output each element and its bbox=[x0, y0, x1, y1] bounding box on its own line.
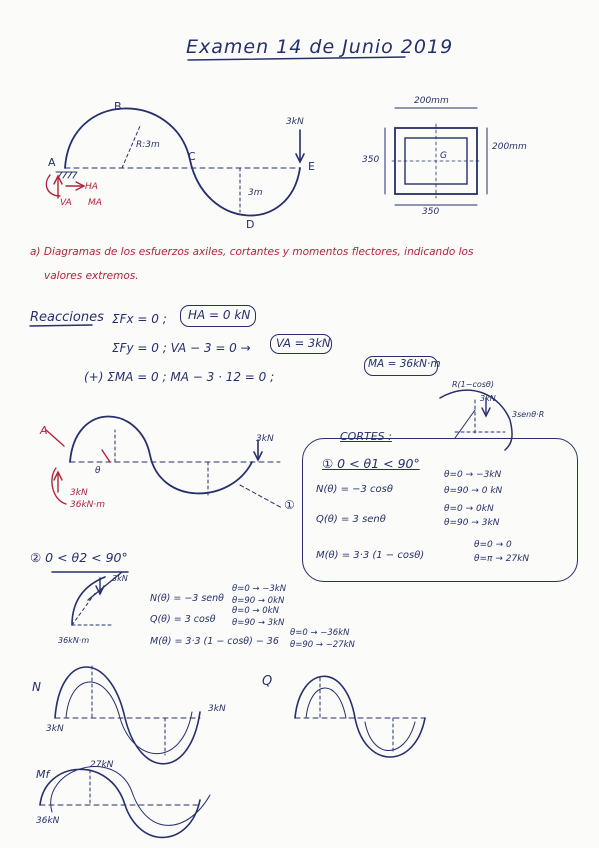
statement-line-2: valores extremos. bbox=[44, 270, 139, 282]
cut2-sketch-moment: 36kN·m bbox=[58, 636, 90, 645]
section-centroid: G bbox=[440, 151, 447, 161]
reactions-result-3: MA = 36kN·m bbox=[368, 358, 441, 370]
section-bottom-dim: 350 bbox=[422, 207, 440, 217]
cut2-m-v2: θ=90 → −27kN bbox=[290, 640, 355, 650]
radius-label: R:3m bbox=[136, 140, 160, 150]
fbd-angle: θ bbox=[95, 466, 101, 476]
cortes-heading: CORTES : bbox=[340, 430, 392, 443]
cut1-sketch-force: 3kN bbox=[480, 394, 496, 403]
node-label-c: C bbox=[188, 150, 196, 163]
cut1-n-v2: θ=90 → 0 kN bbox=[444, 486, 503, 496]
node-label-e: E bbox=[308, 160, 315, 173]
reactions-result-2: VA = 3kN bbox=[276, 336, 331, 350]
node-label-d: D bbox=[246, 218, 255, 231]
q-diagram-axis bbox=[295, 676, 425, 757]
cut1-sketch-r: 3senθ·R bbox=[512, 410, 545, 419]
cut2-range: ② 0 < θ2 < 90° bbox=[30, 550, 128, 565]
fbd-reaction-m: 36kN·m bbox=[70, 500, 106, 510]
section-left-dim: 350 bbox=[362, 155, 380, 165]
reactions-eq-2: ΣFy = 0 ; VA − 3 = 0 → bbox=[112, 341, 251, 355]
fbd-label-a: A bbox=[40, 424, 48, 437]
reaction-ha: HA bbox=[85, 182, 98, 192]
cut1-m: M(θ) = 3·3 (1 − cosθ) bbox=[316, 550, 425, 561]
n-diagram-force-a: 3kN bbox=[46, 724, 64, 734]
node-label-b: B bbox=[114, 100, 122, 113]
m-diagram-value: 27kN bbox=[90, 760, 114, 770]
reactions-eq-3: (+) ΣMA = 0 ; MA − 3 · 12 = 0 ; bbox=[84, 370, 275, 384]
reactions-result-1: HA = 0 kN bbox=[188, 308, 251, 322]
cut2-q: Q(θ) = 3 cosθ bbox=[150, 614, 216, 625]
cut1-sketch-label: R(1−cosθ) bbox=[452, 380, 494, 389]
cut1-m-v2: θ=π → 27kN bbox=[474, 554, 530, 564]
cut1-q-v1: θ=0 → 0kN bbox=[444, 504, 494, 514]
depth-label: 3m bbox=[248, 188, 263, 198]
n-diagram-label: N bbox=[32, 680, 41, 694]
load-label: 3kN bbox=[286, 117, 304, 127]
cut2-sketch-force: 3kN bbox=[112, 574, 128, 583]
q-diagram-label: Q bbox=[262, 674, 273, 689]
n-diagram-force-e: 3kN bbox=[208, 704, 226, 714]
cut2-q-v1: θ=0 → 0kN bbox=[232, 606, 279, 616]
reactions-heading: Reacciones bbox=[30, 310, 104, 325]
fbd-force-top: 3kN bbox=[256, 434, 274, 444]
fbd-cut-marker: ① bbox=[284, 498, 295, 512]
m-diagram-label: Mf bbox=[36, 768, 50, 781]
statement-line-1: a) Diagramas de los esfuerzos axiles, cortantes y momentos flectores, indicando los bbox=[30, 246, 474, 258]
cut1-q: Q(θ) = 3 senθ bbox=[316, 514, 386, 525]
cut2-n-v1: θ=0 → −3kN bbox=[232, 584, 287, 594]
reaction-va: VA bbox=[60, 198, 72, 208]
fbd-curve bbox=[70, 416, 252, 493]
exam-title: Examen 14 de Junio 2019 bbox=[186, 36, 454, 58]
cut2-q-v2: θ=90 → 3kN bbox=[232, 618, 285, 628]
node-label-a: A bbox=[48, 156, 56, 169]
reaction-ma: MA bbox=[88, 198, 102, 208]
cut1-n-v1: θ=0 → −3kN bbox=[444, 470, 502, 480]
cut1-n: N(θ) = −3 cosθ bbox=[316, 484, 394, 495]
m-diagram-value-a: 36kN bbox=[36, 816, 60, 826]
cut2-n-v2: θ=90 → 0kN bbox=[232, 596, 285, 606]
cut2-m-v1: θ=0 → −36kN bbox=[290, 628, 350, 638]
n-diagram-axis bbox=[55, 667, 200, 764]
m-diagram-axis bbox=[40, 769, 200, 837]
cut2-n: N(θ) = −3 senθ bbox=[150, 593, 224, 604]
section-right-dim: 200mm bbox=[492, 142, 527, 152]
cut2-m: M(θ) = 3·3 (1 − cosθ) − 36 bbox=[150, 636, 279, 647]
section-top-dim: 200mm bbox=[414, 96, 449, 106]
cut1-q-v2: θ=90 → 3kN bbox=[444, 518, 500, 528]
cut1-range: ① 0 < θ1 < 90° bbox=[322, 456, 420, 471]
fbd-reaction-v: 3kN bbox=[70, 488, 88, 498]
reactions-eq-1: ΣFx = 0 ; bbox=[112, 312, 167, 326]
cut1-m-v1: θ=0 → 0 bbox=[474, 540, 512, 550]
